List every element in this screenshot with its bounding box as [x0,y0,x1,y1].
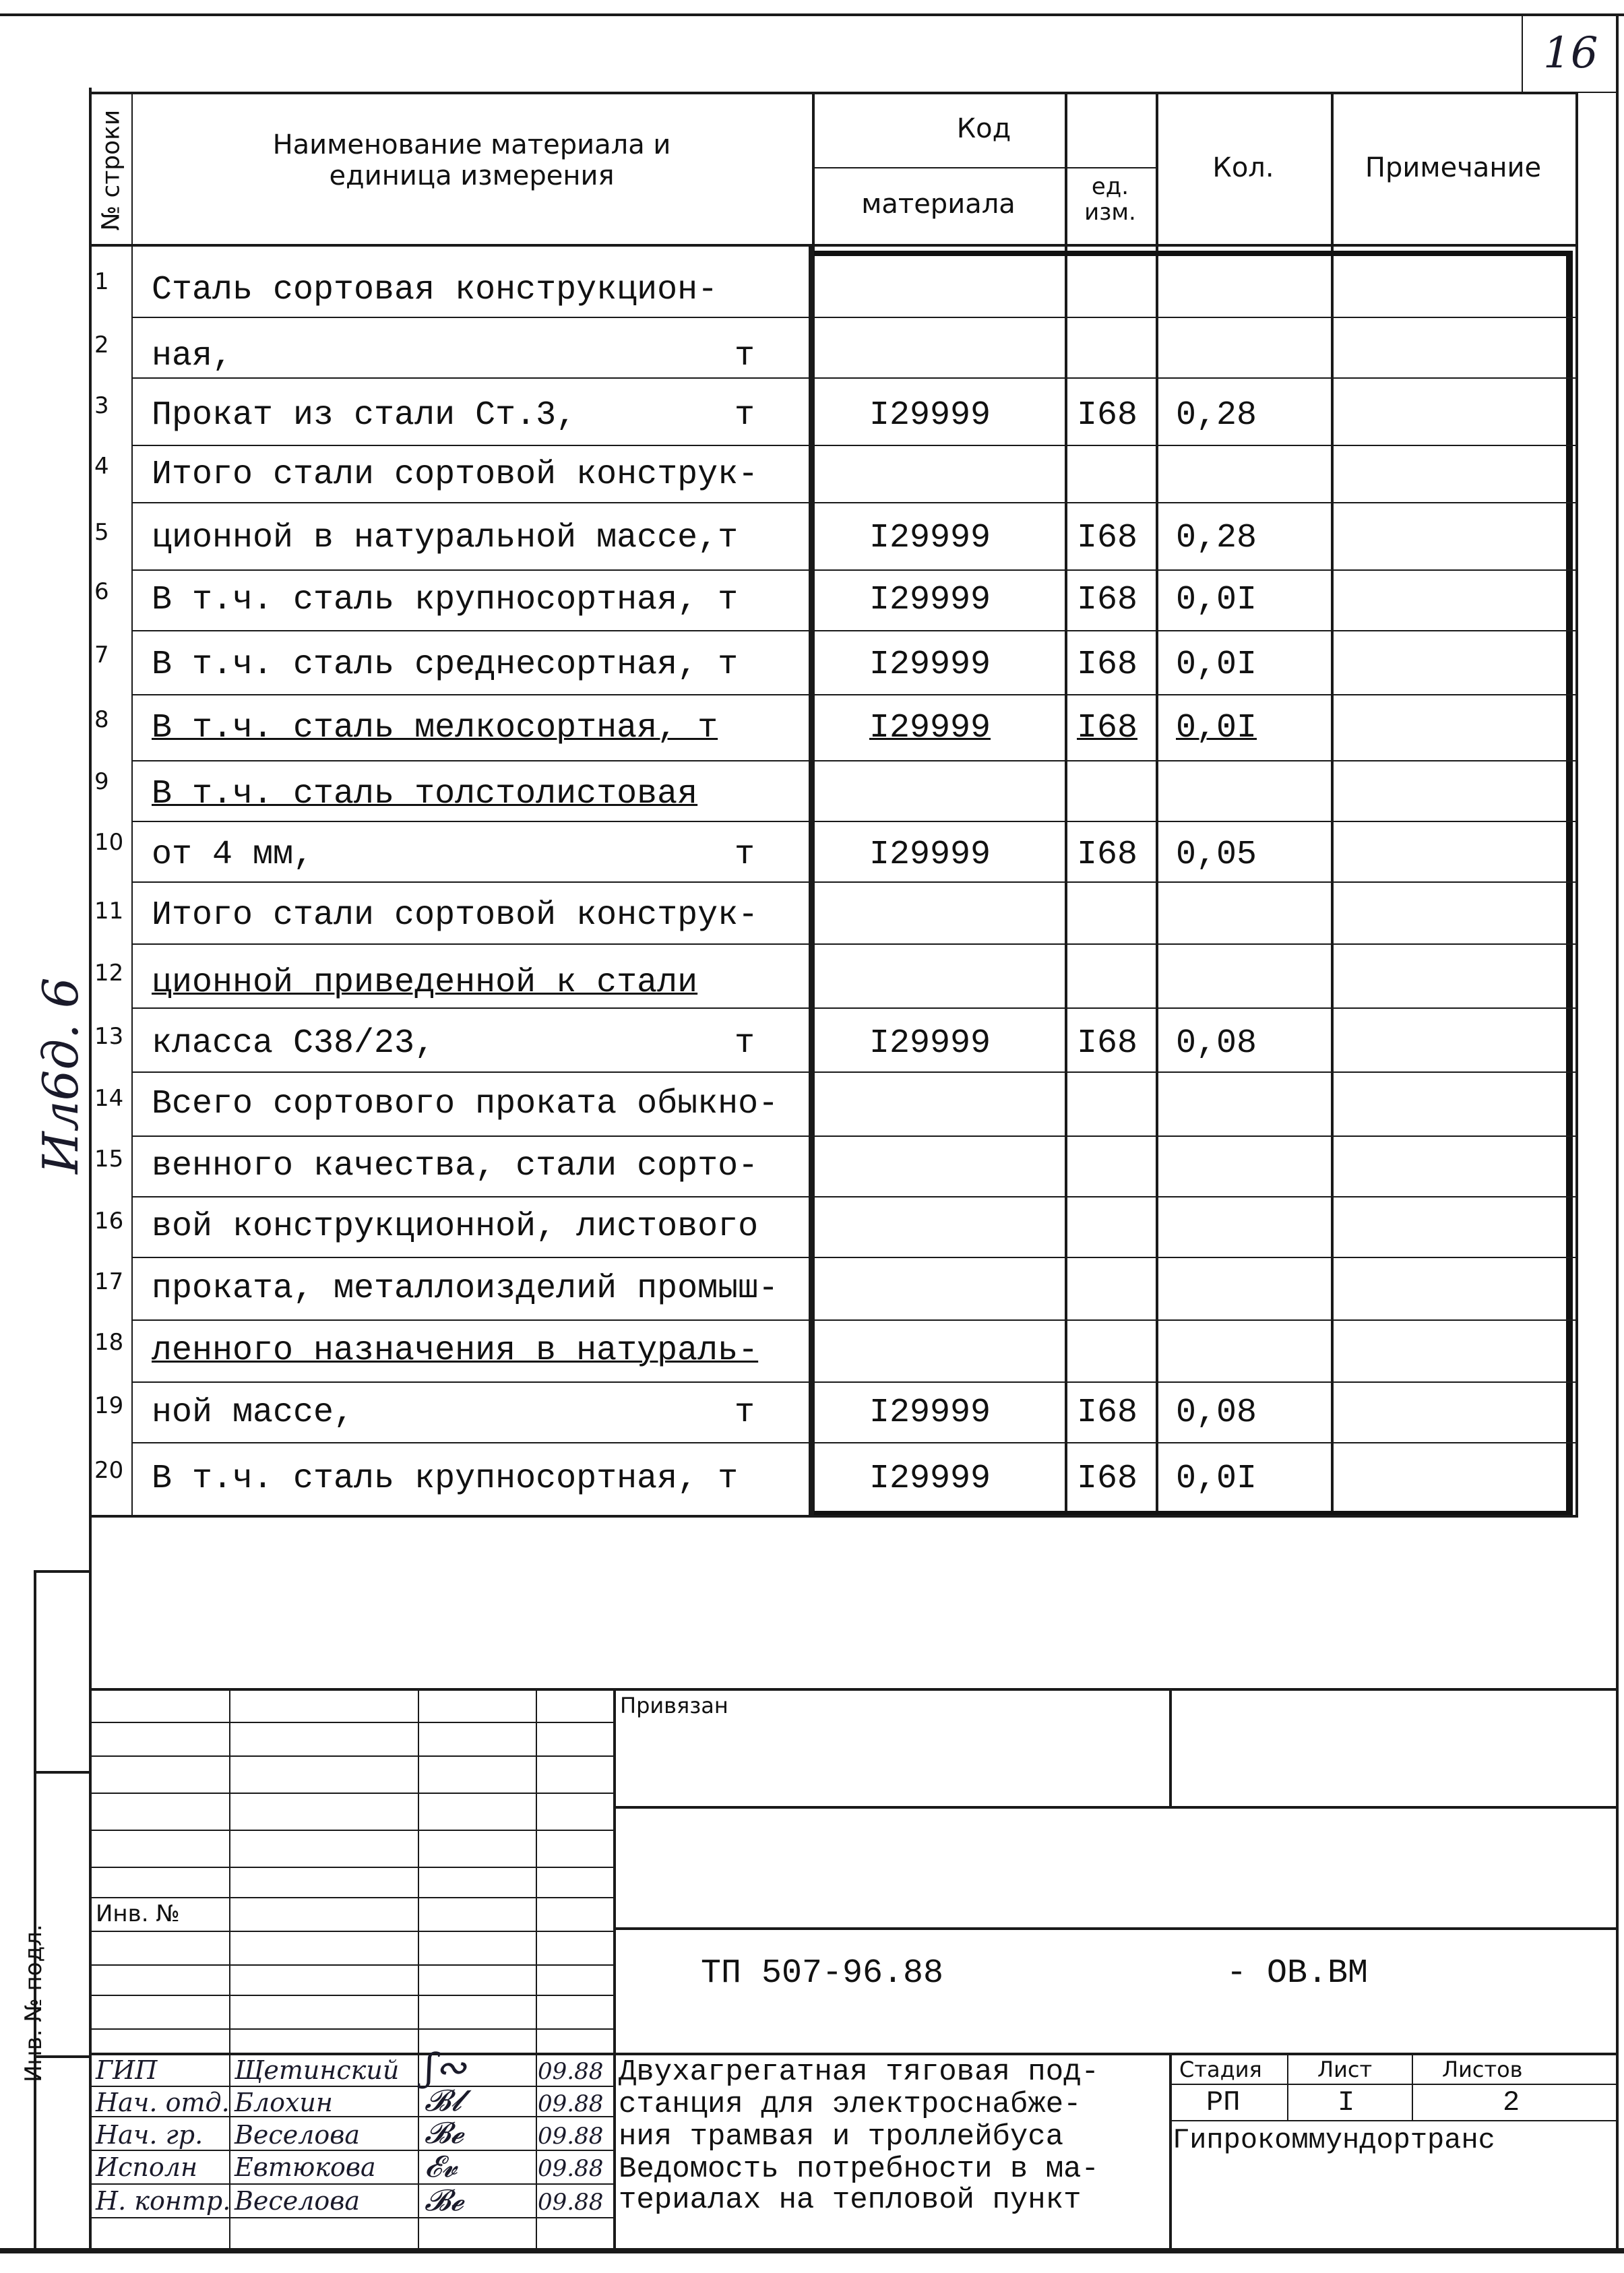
header-material: материала [861,189,1016,220]
row-number: 7 [94,642,109,668]
stage-label: Стадия [1179,2057,1262,2082]
row-material-code: I29999 [869,519,991,557]
row-number: 10 [94,829,124,856]
signer-role: Нач. гр. [96,2120,204,2150]
drawing-title-line: Ведомость потребности в ма- [619,2152,1099,2186]
row-number: 15 [94,1146,124,1173]
row-text: В т.ч. сталь мелкосортная, т [152,709,718,747]
row-unit-code: I68 [1077,1394,1138,1432]
row-material-code: I29999 [869,836,991,874]
side-label: Инв. № подл. [20,1924,47,2082]
sheet-label: Лист [1317,2057,1373,2082]
inventory-number-label: Инв. № [96,1900,180,1927]
row-material-code: I29999 [869,396,991,435]
signer-name: Блохин [235,2088,333,2117]
row-material-code: I29999 [869,709,991,747]
row-number: 9 [94,768,109,795]
signer-role: Исполн [96,2152,197,2182]
sheets-value: 2 [1503,2086,1520,2119]
row-text: Итого стали сортовой конструк- [152,896,759,935]
attached-label: Привязан [620,1693,728,1718]
row-material-code: I29999 [869,1394,991,1432]
row-text: ной массе, [152,1394,354,1432]
sheets-label: Листов [1442,2057,1523,2082]
row-material-code: I29999 [869,1460,991,1498]
row-qty: 0,0I [1176,581,1257,619]
row-text: ленного назначения в натураль- [152,1332,759,1370]
signature-mark: 𝓑𝓮 [425,2183,464,2218]
row-qty: 0,28 [1176,519,1257,557]
row-number: 2 [94,332,109,359]
organization-name: Гипрокоммундортранс [1173,2124,1495,2156]
signature-mark: ʃ∾ [425,2046,467,2090]
row-number: 17 [94,1268,124,1295]
row-text: В т.ч. сталь крупносортная, т [152,1460,739,1498]
row-text: проката, металлоизделий промыш- [152,1270,779,1308]
row-qty: 0,0I [1176,646,1257,684]
signer-role: ГИП [96,2055,158,2085]
row-text: вой конструкционной, листового [152,1208,759,1246]
row-text: Итого стали сортовой конструк- [152,456,759,494]
signer-role: Нач. отд. [96,2088,230,2117]
header-unit: ед. изм. [1084,173,1136,226]
header-name: Наименование материала и единица измерения [272,129,671,191]
row-number: 12 [94,960,124,987]
row-number: 6 [94,578,109,605]
row-unit-code: I68 [1077,1024,1138,1063]
signer-date: 09.88 [538,2090,604,2117]
row-text: Прокат из стали Ст.3, [152,396,577,435]
drawing-title-line: станция для электроснабже- [619,2088,1082,2121]
signature-mark: 𝓔𝓿 [425,2150,458,2184]
row-text: Сталь сортовая конструкцион- [152,271,718,309]
row-unit-code: I68 [1077,519,1138,557]
page-number: 16 [1543,28,1598,78]
row-text: ная, [152,337,233,375]
stage-value: РП [1206,2086,1241,2119]
row-material-code: I29999 [869,646,991,684]
row-material-code: I29999 [869,581,991,619]
drawing-title-line: ния трамвая и троллейбуса [619,2120,1064,2154]
signer-date: 09.88 [538,2155,604,2182]
row-number: 20 [94,1457,124,1484]
row-unit: т [735,1394,755,1432]
row-number: 1 [94,268,109,295]
signature-mark: 𝓑𝓮 [425,2116,464,2150]
row-unit: т [735,1024,755,1063]
row-number: 14 [94,1085,124,1112]
row-unit: т [735,836,755,874]
row-qty: 0,0I [1176,1460,1257,1498]
row-text: ционной приведенной к стали [152,964,698,1002]
signer-date: 09.88 [538,2123,604,2150]
document-code: ТП 507-96.88 [701,1954,944,1993]
row-text: ционной в натуральной массе,т [152,519,739,557]
row-text: Всего сортового проката обыкно- [152,1085,779,1123]
sheet-value: I [1338,2086,1355,2119]
row-unit-code: I68 [1077,396,1138,435]
row-unit-code: I68 [1077,709,1138,747]
row-unit-code: I68 [1077,646,1138,684]
signer-date: 09.88 [538,2058,604,2085]
signer-name: Щетинский [235,2055,400,2085]
row-number: 13 [94,1023,124,1050]
row-text: венного качества, стали сорто- [152,1147,759,1185]
row-number: 11 [94,898,124,925]
signer-name: Веселова [235,2120,361,2150]
row-unit: т [735,396,755,435]
signature-mark: 𝓑𝓵 [425,2084,462,2118]
row-number: 18 [94,1329,124,1356]
header-note: Примечание [1365,152,1542,183]
row-unit-code: I68 [1077,1460,1138,1498]
row-number: 16 [94,1208,124,1235]
row-unit: т [735,337,755,375]
signer-date: 09.88 [538,2189,604,2216]
row-number: 5 [94,519,109,546]
row-number: 8 [94,706,109,733]
row-qty: 0,28 [1176,396,1257,435]
row-text: В т.ч. сталь среднесортная, т [152,646,739,684]
row-qty: 0,05 [1176,836,1257,874]
row-number: 3 [94,392,109,419]
row-text: В т.ч. сталь крупносортная, т [152,581,739,619]
row-text: В т.ч. сталь толстолистовая [152,775,698,813]
side-handwritten-note: Ил6д. 6 [32,977,89,1174]
drawing-title-line: териалах на тепловой пункт [619,2183,1082,2217]
row-text: от 4 мм, [152,836,314,874]
header-row-number: № строки [97,109,125,231]
row-qty: 0,08 [1176,1024,1257,1063]
row-material-code: I29999 [869,1024,991,1063]
row-unit-code: I68 [1077,836,1138,874]
document-suffix: - ОВ.ВМ [1226,1954,1369,1993]
row-number: 19 [94,1392,124,1419]
signer-name: Евтюкова [235,2152,376,2182]
drawing-title-line: Двухагрегатная тяговая под- [619,2055,1099,2089]
row-text: класса С38/23, [152,1024,435,1063]
row-number: 4 [94,453,109,480]
row-unit-code: I68 [1077,581,1138,619]
row-qty: 0,0I [1176,709,1257,747]
signer-name: Веселова [235,2186,361,2216]
header-code: Код [956,113,1011,144]
header-qty: Кол. [1212,152,1274,183]
signer-role: Н. контр. [96,2186,231,2216]
row-qty: 0,08 [1176,1394,1257,1432]
